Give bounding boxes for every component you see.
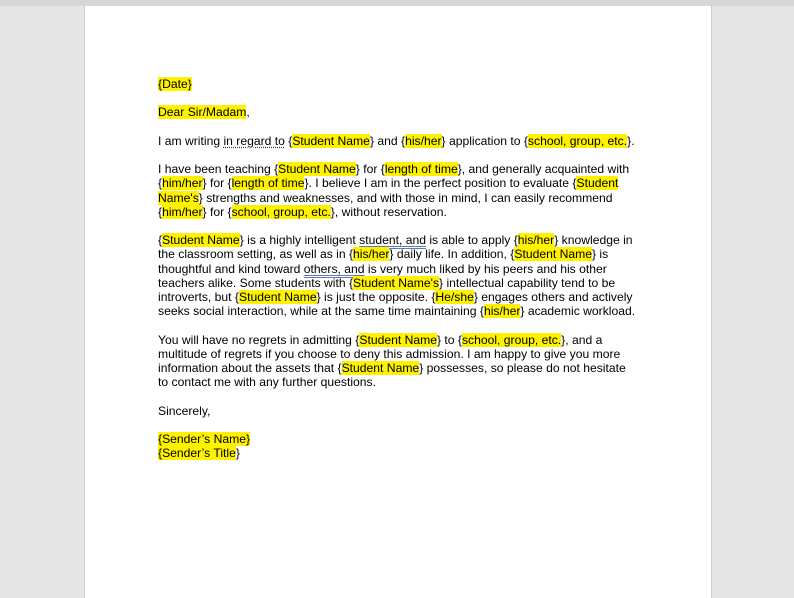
text-segment: }.: [627, 133, 635, 148]
text-segment: }, and a multitude of regrets if you choose to deny this admission. I am happy to give you more information about the assets that {: [158, 332, 621, 375]
placeholder-student-name: Student Name: [292, 133, 370, 148]
text-segment: is very much liked by his peers and his other teachers alike. Some students with {: [158, 261, 607, 290]
salutation-highlight: Dear Sir/Madam: [158, 105, 247, 120]
placeholder-school: school, group, etc.: [231, 204, 331, 219]
placeholder-student-name: Student Name: [278, 162, 356, 177]
text-segment: } and {: [369, 133, 406, 148]
text-segment: You will have no regrets in admitting {: [158, 332, 360, 347]
placeholder-sender-name: {Sender’s Name}: [158, 431, 251, 446]
placeholder-his-her: his/her: [517, 233, 555, 248]
placeholder-student-name: Student Name: [162, 233, 240, 248]
style-suggestion[interactable]: in regard to: [223, 133, 285, 148]
sender-title-text: Sender’s Title: [162, 446, 236, 461]
text-segment: } for {: [355, 162, 385, 177]
placeholder-student-name-possessive: Student Name's: [158, 176, 619, 205]
text-segment: } strengths and weaknesses, and with those in mind, I can easily recommend {: [158, 190, 613, 219]
text-segment: I am writing: [158, 133, 224, 148]
signature-block: {Sender’s Name} {Sender’s Title}: [158, 431, 251, 461]
placeholder-school: school, group, etc.: [461, 332, 562, 347]
placeholder-his-her: his/her: [483, 304, 521, 319]
text-segment: } to {: [436, 332, 462, 347]
placeholder-length-of-time: length of time: [384, 162, 458, 177]
text-segment: } knowledge in the classroom setting, as well as in {: [158, 233, 633, 262]
text-segment: }, without reservation.: [330, 204, 447, 219]
text-segment: I have been teaching {: [158, 162, 279, 177]
grammar-suggestion[interactable]: student, and: [359, 233, 426, 248]
paragraph-intro: [158, 134, 638, 148]
text-segment: } is thoughtful and kind toward: [158, 247, 609, 276]
closing-line: [158, 404, 638, 418]
placeholder-sender-title: {Sender’s Title: [158, 446, 236, 461]
placeholder-length-of-time: length of time: [231, 176, 305, 191]
text-segment: }, and generally acquainted with {: [158, 162, 630, 191]
placeholder-student-name-possessive: Student Name's: [353, 275, 440, 290]
date-line: [158, 77, 638, 91]
document-page[interactable]: [84, 6, 712, 598]
text-segment: } for {: [202, 176, 232, 191]
text-segment: } intellectual capability tend to be introverts, but {: [158, 275, 616, 304]
placeholder-him-her: him/her: [162, 204, 203, 219]
paragraph-closing-remarks: [158, 333, 638, 390]
placeholder-his-her: his/her: [353, 247, 390, 262]
paragraph-qualities: [158, 233, 638, 318]
text-segment: {: [158, 233, 163, 248]
salutation-trailing: ,: [246, 105, 250, 120]
sender-name-text: Sender’s Name: [162, 431, 246, 446]
placeholder-he-she: He/she: [435, 289, 474, 304]
placeholder-school: school, group, etc.: [527, 133, 628, 148]
text-segment: }. I believe I am in the perfect position to evaluate {: [304, 176, 577, 191]
placeholder-student-name: Student Name: [238, 289, 317, 304]
text-segment: is able to apply {: [425, 233, 518, 248]
grammar-suggestion[interactable]: others, and: [303, 261, 365, 276]
placeholder-student-name: Student Name: [359, 332, 437, 347]
text-segment: {: [284, 133, 293, 148]
text-segment: } is a highly intelligent: [239, 233, 360, 248]
text-segment: } engages others and actively seeks social interaction, while at the same time maintaining {: [158, 289, 633, 319]
placeholder-his-her: his/her: [405, 133, 442, 148]
date-placeholder-text: Date: [162, 77, 188, 91]
paragraph-teaching: [158, 162, 638, 219]
text-segment: } possesses, so please do not hesitate to contact me with any further questions.: [158, 360, 626, 390]
letter-body[interactable]: [158, 77, 638, 460]
text-segment: } is just the opposite. {: [316, 289, 436, 304]
closing-text: Sincerely,: [158, 403, 211, 418]
text-segment: } daily life. In addition, {: [389, 247, 515, 262]
salutation: [158, 105, 638, 119]
text-segment: } for {: [202, 204, 232, 219]
text-segment: } academic workload.: [520, 304, 636, 319]
date-placeholder: {Date}: [158, 77, 192, 91]
placeholder-him-her: him/her: [162, 176, 203, 191]
placeholder-student-name: Student Name: [341, 360, 420, 375]
text-segment: } application to {: [441, 133, 528, 148]
placeholder-student-name: Student Name: [514, 247, 592, 262]
